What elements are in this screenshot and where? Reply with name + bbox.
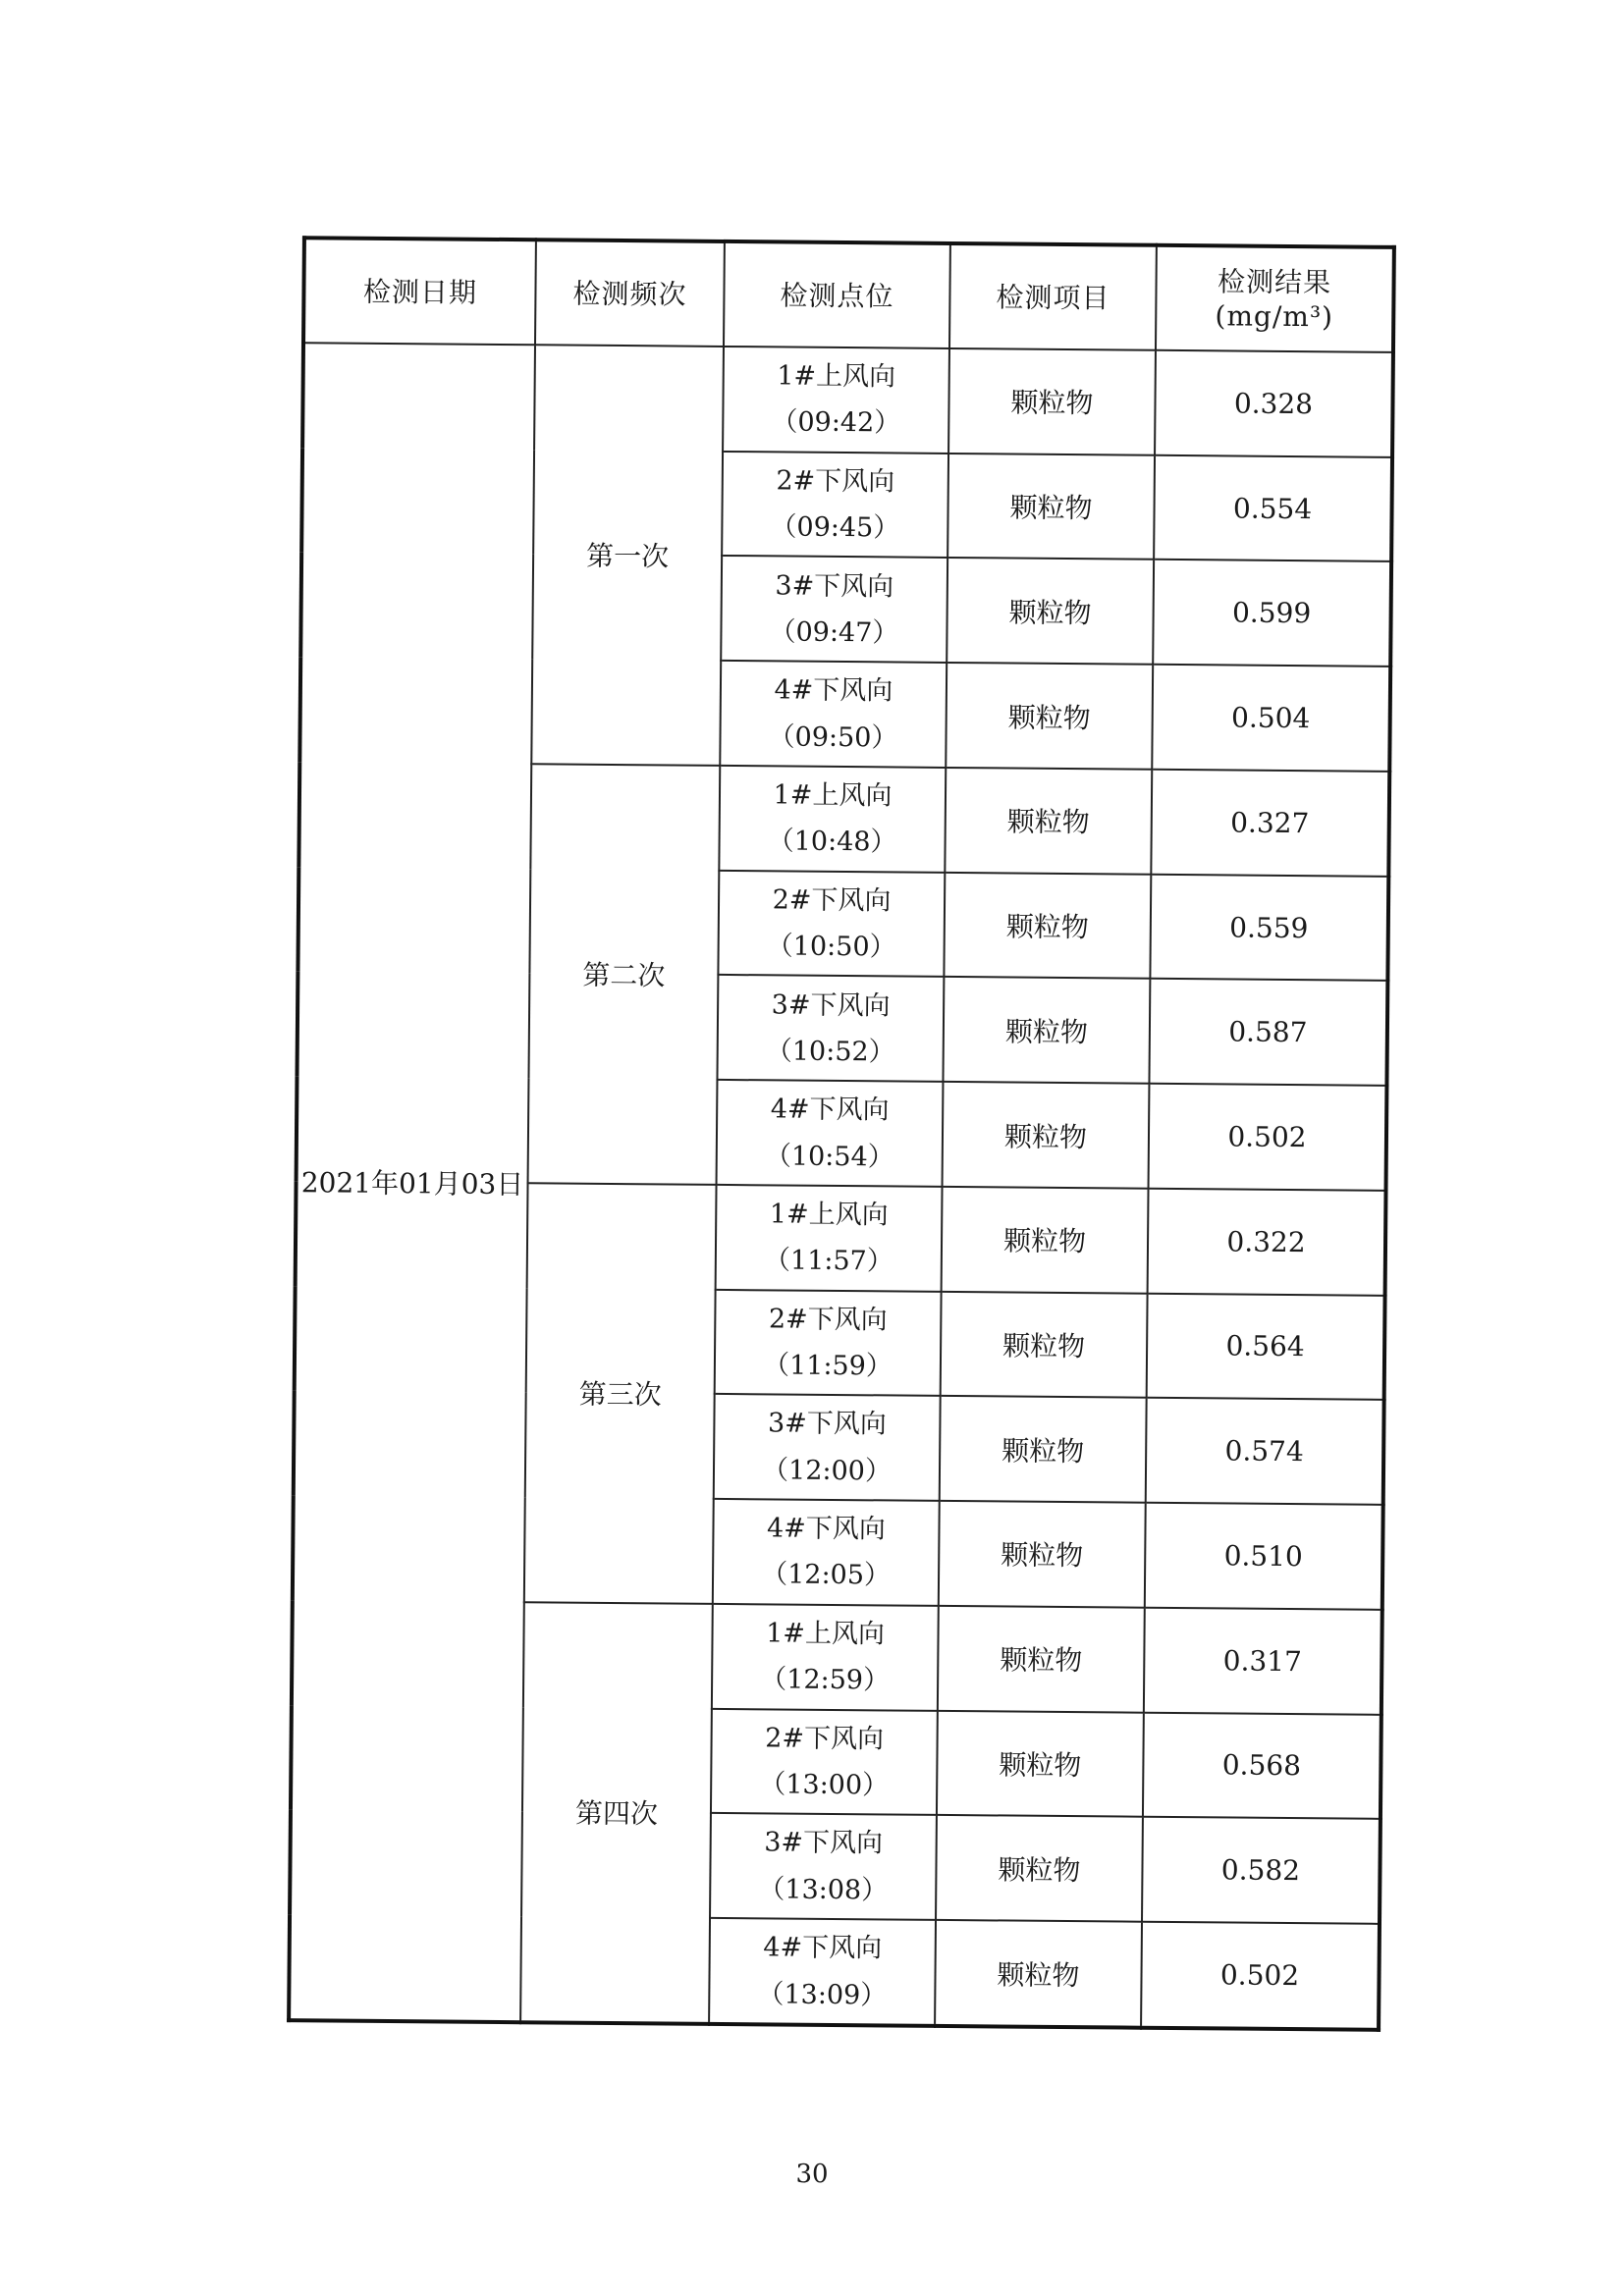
result-cell: 0.564 [1147,1293,1385,1400]
item-cell: 颗粒物 [935,1920,1142,2028]
point-label: 4#下风向 [770,1094,890,1126]
point-cell [720,661,947,768]
point-label: 4#下风向 [763,1932,883,1964]
result-cell: 0.510 [1145,1503,1383,1610]
item-cell: 颗粒物 [941,1292,1148,1399]
sample-time: （13:08） [758,1873,889,1906]
item-cell: 颗粒物 [945,768,1152,875]
date-cell: 2021年01月03日 [289,343,535,2022]
point-label: 3#下风向 [764,1827,884,1859]
header-frequency: 检测频次 [535,240,725,347]
header-result-label: 检测结果 [1217,265,1332,299]
point-cell [712,1604,939,1711]
point-cell [717,1080,944,1187]
point-cell [716,1185,943,1292]
item-cell: 颗粒物 [938,1606,1145,1713]
header-point: 检测点位 [724,241,950,348]
point-label: 1#上风向 [766,1618,886,1650]
point-label: 2#下风向 [768,1304,888,1336]
point-label: 1#上风向 [777,360,896,393]
sample-time: （11:59） [762,1350,893,1382]
point-cell [719,766,946,873]
point-cell [710,1813,937,1920]
point-label: 3#下风向 [767,1408,887,1440]
sample-time: （10:50） [766,931,896,963]
result-cell: 0.328 [1155,350,1393,457]
item-cell: 颗粒物 [939,1501,1146,1608]
point-cell [714,1394,941,1501]
result-cell: 0.559 [1150,874,1388,981]
result-cell: 0.322 [1148,1189,1386,1296]
result-cell: 0.582 [1142,1817,1380,1924]
sample-time: （13:09） [757,1978,888,2010]
result-cell: 0.587 [1149,979,1387,1086]
point-cell [718,871,945,978]
point-label: 4#下风向 [774,674,893,707]
monitoring-results-table [287,236,1396,2032]
sample-time: （12:00） [761,1455,893,1487]
item-cell: 颗粒物 [946,663,1153,770]
page-number: 30 [795,2160,829,2189]
result-cell: 0.317 [1144,1608,1382,1715]
point-cell [715,1290,942,1397]
point-cell [722,452,948,559]
table-row [302,343,1393,456]
point-cell [723,347,949,454]
item-cell: 颗粒物 [942,1187,1149,1294]
table-header-row [303,238,1394,352]
sample-time: （09:42） [771,406,901,439]
result-cell: 0.574 [1146,1398,1384,1505]
point-label: 1#上风向 [773,779,893,812]
item-cell: 颗粒物 [940,1396,1147,1503]
point-cell [721,556,947,663]
header-date: 检测日期 [303,238,536,345]
result-cell: 0.568 [1143,1712,1381,1819]
header-result [1156,245,1394,352]
result-cell: 0.502 [1149,1084,1387,1191]
sample-time: （09:50） [768,721,898,754]
sample-time: （09:45） [770,511,900,544]
item-cell: 颗粒物 [948,348,1156,455]
sample-time: （12:59） [760,1664,891,1696]
sample-time: （10:48） [767,826,897,858]
sample-time: （10:52） [765,1036,895,1068]
sample-time: （12:05） [761,1559,892,1591]
header-result-unit: (mg/m³) [1215,299,1334,334]
point-cell [717,975,944,1082]
sample-time: （09:47） [769,616,899,649]
item-cell: 颗粒物 [936,1815,1143,1922]
item-cell: 颗粒物 [944,873,1151,980]
point-label: 4#下风向 [766,1513,887,1545]
table-body [289,343,1393,2030]
sample-time: （13:00） [759,1769,890,1801]
result-cell: 0.504 [1152,665,1390,772]
result-cell: 0.599 [1153,560,1391,667]
point-cell [709,1918,936,2026]
result-cell: 0.502 [1141,1922,1380,2030]
frequency-cell: 第二次 [528,764,721,1185]
result-cell: 0.554 [1154,455,1392,562]
scanned-table-sheet [287,236,1392,2032]
header-item: 检测项目 [949,243,1157,350]
item-cell: 颗粒物 [947,454,1155,561]
point-label: 3#下风向 [771,988,891,1021]
point-label: 1#上风向 [769,1199,889,1231]
point-label: 2#下风向 [772,884,892,917]
sample-time: （10:54） [764,1140,894,1172]
item-cell: 颗粒物 [937,1710,1144,1817]
item-cell: 颗粒物 [943,977,1150,1084]
item-cell: 颗粒物 [947,558,1154,665]
point-cell [713,1499,940,1606]
frequency-cell: 第三次 [524,1183,717,1604]
sample-time: （11:57） [763,1245,893,1277]
point-label: 2#下风向 [765,1723,885,1755]
item-cell: 颗粒物 [943,1082,1150,1189]
point-label: 2#下风向 [776,465,895,498]
result-cell: 0.327 [1151,770,1389,877]
point-cell [711,1708,938,1815]
frequency-cell: 第一次 [531,345,724,766]
point-label: 3#下风向 [775,569,894,603]
frequency-cell: 第四次 [520,1602,713,2024]
